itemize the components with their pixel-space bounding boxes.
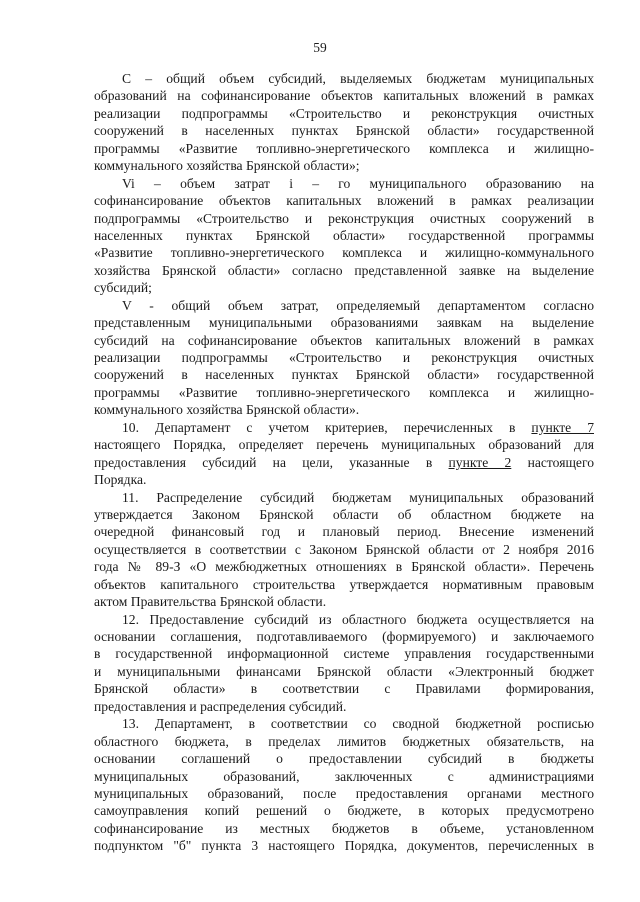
text-line: подпрограммы «Строительство и реконструкция очистных сооружений в [94, 210, 594, 226]
text-line: С – общий объем субсидий, выделяемых бюджетам муниципальных [122, 71, 594, 86]
paragraph-11 [94, 489, 594, 611]
paragraph-12 [94, 611, 594, 716]
text-line: Vi – объем затрат i – го муниципального образованию на [122, 175, 594, 191]
text-line: «Развитие топливно-энергетического комплекса и жилищно-коммунального [94, 245, 594, 261]
text-line: хозяйства Брянской области» согласно представленной заявке на выделение [94, 262, 594, 278]
document-body [94, 70, 594, 855]
text-line: самоуправления копий решений о бюджете, в которых предусмотрено [94, 803, 594, 819]
text-line: субсидий на софинансирование объектов капитальных вложений в рамках [94, 332, 594, 348]
text-line: основании соглашения, подготавливаемого (формируемого) и заключаемого [94, 629, 594, 644]
text-line: субсидий; [94, 280, 152, 296]
text-line: коммунального хозяйства Брянской области»; [94, 158, 360, 174]
text-line: муниципальных образований, заключенных с администрациями [94, 768, 594, 784]
text-line: 12. Предоставление субсидий из областного бюджета осуществляется на [122, 611, 594, 627]
text-line: 13. Департамент, в соответствии со сводной бюджетной росписью [122, 716, 594, 732]
text-line: 10. Департамент с учетом критериев, перечисленных в пункте 7 [122, 419, 594, 435]
paragraph-c-definition [94, 70, 594, 175]
text-line: муниципальных образований, после предоставления органами местного [94, 785, 594, 801]
text-line: софинансирование из местных бюджетов в объеме, установленном [94, 820, 594, 836]
paragraph-10 [94, 419, 594, 489]
text-line: объектов капитального строительства утверждается нормативным правовым [94, 576, 594, 592]
text-line: утверждается Законом Брянской области об областном бюджете на [94, 506, 594, 522]
text-line: программы «Развитие топливно-энергетического комплекса и жилищно- [94, 384, 594, 400]
text-line: года № 89-З «О межбюджетных отношениях в Брянской области». Перечень [94, 559, 594, 575]
text-line: реализации подпрограммы «Строительство и реконструкция очистных [94, 105, 594, 121]
text-line: осуществляется в соответствии с Законом Брянской области от 2 ноября 2016 [94, 541, 594, 557]
text-line: и муниципальными финансами Брянской области «Электронный бюджет [94, 663, 594, 679]
text-line: сооружений в населенных пунктах Брянской области» государственной [94, 123, 594, 139]
text-line: софинансирование объектов капитальных вложений в рамках реализации [94, 193, 594, 209]
link-punkt-7[interactable]: пункте 7 [531, 419, 594, 435]
text-line: подпунктом "б" пункта 3 настоящего Порядка, документов, перечисленных в [94, 838, 594, 854]
text-line: актом Правительства Брянской области. [94, 594, 327, 610]
text-line: программы «Развитие топливно-энергетического комплекса и жилищно- [94, 140, 594, 156]
text-line: предоставления и распределения субсидий. [94, 698, 347, 714]
text-line: реализации подпрограммы «Строительство и реконструкция очистных [94, 350, 594, 365]
paragraph-v-definition [94, 297, 594, 419]
text-line: областного бюджета, в пределах лимитов бюджетных обязательств, на [94, 733, 594, 749]
text-line: предоставления субсидий на цели, указанные в пункте 2 настоящего [94, 454, 594, 470]
text-line: очередной финансовый год и плановый период. Внесение изменений [94, 524, 594, 540]
text-line: настоящего Порядка, определяет перечень муниципальных образований для [94, 437, 594, 453]
text-line: коммунального хозяйства Брянской области». [94, 402, 360, 418]
text-line: Брянской области» в соответствии с Правилами формирования, [94, 681, 594, 697]
text-line: образований на софинансирование объектов капитальных вложений в рамках [94, 88, 594, 104]
text-line: V - общий объем затрат, определяемый департаментом согласно [122, 297, 594, 313]
paragraph-13 [94, 715, 594, 855]
page-number: 59 [313, 40, 327, 55]
text-line: в государственной информационной системе управления государственными [94, 646, 594, 662]
text-line: основании соглашений о предоставлении субсидий в бюджеты [94, 751, 594, 767]
link-punkt-2[interactable]: пункте 2 [448, 454, 512, 470]
text-line: представленным муниципальными образованиями заявкам на выделение [94, 315, 594, 331]
text-line: сооружений в населенных пунктах Брянской области» государственной [94, 367, 594, 383]
text-line: 11. Распределение субсидий бюджетам муниципальных образований [122, 489, 594, 505]
text-line: Порядка. [94, 472, 147, 488]
text-line: населенных пунктах Брянской области» государственной программы [94, 227, 594, 243]
paragraph-vi-definition [94, 175, 594, 297]
